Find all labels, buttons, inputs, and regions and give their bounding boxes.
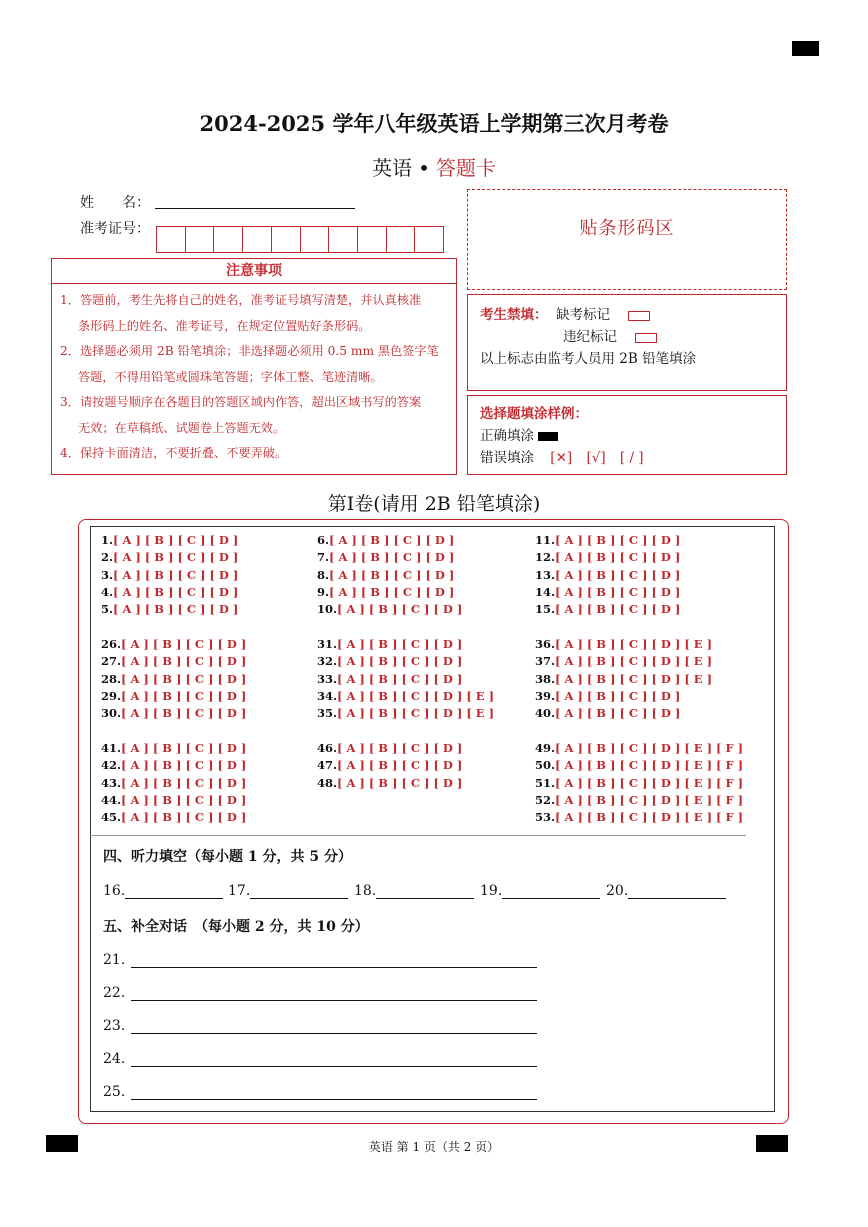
- dialogue-line[interactable]: [103, 952, 537, 968]
- mc-question[interactable]: [101, 533, 238, 547]
- mc-question-number: 41.: [101, 741, 122, 755]
- mc-question-number: 26.: [101, 637, 122, 651]
- mc-question[interactable]: [317, 741, 462, 755]
- mc-question[interactable]: [101, 654, 246, 668]
- mc-options[interactable]: [ A ] [ B ] [ C ] [ D ]: [113, 533, 239, 547]
- subtitle-subject: 英语: [372, 156, 413, 180]
- mc-options[interactable]: [ A ] [ B ] [ C ] [ D ]: [329, 584, 455, 599]
- mc-question[interactable]: [535, 602, 680, 616]
- mc-question-number: 38.: [535, 671, 556, 686]
- mc-question[interactable]: [317, 672, 462, 686]
- mc-question-number: 48.: [317, 775, 338, 790]
- correct-label: 正确填涂: [480, 428, 534, 444]
- mc-question[interactable]: [535, 672, 712, 686]
- mc-question-number: 45.: [101, 810, 122, 825]
- mc-options[interactable]: [ A ] [ B ] [ C ] [ D ] [ E ] [ F ]: [555, 792, 744, 807]
- mc-question-number: 5.: [101, 602, 114, 617]
- wrong-mark-sample: [√]: [586, 450, 606, 466]
- dialogue-line[interactable]: [103, 985, 537, 1001]
- forbid-label: 考生禁填：: [480, 307, 548, 323]
- dialogue-heading: 五、补全对话 （每小题 2 分，共 10 分）: [103, 919, 369, 935]
- sample-heading: 选择题填涂样例：: [480, 406, 588, 422]
- mc-options[interactable]: [ A ] [ B ] [ C ] [ D ]: [337, 775, 463, 790]
- mc-question-number: 51.: [535, 775, 556, 790]
- mc-options[interactable]: [ A ] [ B ] [ C ] [ D ]: [337, 602, 463, 617]
- mc-options[interactable]: [ A ] [ B ] [ C ] [ D ]: [329, 550, 455, 565]
- mc-question-number: 50.: [535, 758, 556, 773]
- mc-question-number: 6.: [317, 533, 330, 547]
- mc-question[interactable]: [101, 810, 246, 824]
- mc-options[interactable]: [ A ] [ B ] [ C ] [ D ]: [113, 550, 239, 565]
- registration-mark-top-right: [792, 41, 819, 56]
- mc-question-number: 30.: [101, 706, 122, 721]
- id-digit-box[interactable]: [415, 227, 443, 252]
- sample-box: [467, 395, 787, 475]
- mc-question[interactable]: [317, 568, 454, 582]
- mc-question-number: 43.: [101, 775, 122, 790]
- mc-question[interactable]: [535, 810, 743, 824]
- mc-options[interactable]: [ A ] [ B ] [ C ] [ D ]: [555, 706, 681, 721]
- mc-question-number: 31.: [317, 637, 338, 651]
- mc-question[interactable]: [317, 654, 462, 668]
- mc-question[interactable]: [535, 758, 743, 772]
- absent-label: 缺考标记: [556, 307, 611, 323]
- section-divider: [90, 835, 746, 836]
- section-title: 第Ⅰ卷(请用 2B 铅笔填涂): [327, 493, 541, 515]
- mc-options[interactable]: [ A ] [ B ] [ C ] [ D ]: [555, 602, 681, 617]
- mc-options[interactable]: [ A ] [ B ] [ C ] [ D ]: [113, 584, 239, 599]
- mc-options[interactable]: [ A ] [ B ] [ C ] [ D ] [ E ] [ F ]: [555, 758, 744, 773]
- listening-number: 20.: [606, 883, 629, 899]
- mc-question-number: 52.: [535, 792, 556, 807]
- mc-options[interactable]: [ A ] [ B ] [ C ] [ D ] [ E ] [ F ]: [555, 775, 744, 790]
- mc-options[interactable]: [ A ] [ B ] [ C ] [ D ] [ E ]: [555, 654, 713, 669]
- wrong-mark-sample: [ / ]: [619, 450, 644, 466]
- name-field[interactable]: [155, 207, 355, 209]
- mc-options[interactable]: [ A ] [ B ] [ C ] [ D ]: [121, 654, 247, 669]
- mc-question-number: 3.: [101, 567, 114, 582]
- mc-question[interactable]: [101, 776, 246, 790]
- mc-options[interactable]: [ A ] [ B ] [ C ] [ D ]: [555, 567, 681, 582]
- mc-question[interactable]: [101, 585, 238, 599]
- mc-options[interactable]: [ A ] [ B ] [ C ] [ D ]: [337, 654, 463, 669]
- mc-options[interactable]: [ A ] [ B ] [ C ] [ D ] [ E ]: [555, 637, 713, 651]
- mc-question-number: 32.: [317, 654, 338, 669]
- mc-options[interactable]: [ A ] [ B ] [ C ] [ D ]: [555, 688, 681, 703]
- mc-question-number: 37.: [535, 654, 556, 669]
- mc-question-number: 29.: [101, 688, 122, 703]
- mc-question[interactable]: [101, 706, 246, 720]
- mc-question-number: 33.: [317, 671, 338, 686]
- notice-line: 1．答题前，考生先将自己的姓名，准考证号填写清楚，并认真核准: [60, 293, 422, 307]
- mc-question-number: 35.: [317, 706, 338, 721]
- mc-options[interactable]: [ A ] [ B ] [ C ] [ D ]: [121, 706, 247, 721]
- mc-question-number: 46.: [317, 741, 338, 755]
- mc-question-number: 40.: [535, 706, 556, 721]
- listening-number: 18.: [354, 883, 377, 899]
- mc-options[interactable]: [ A ] [ B ] [ C ] [ D ]: [121, 741, 247, 755]
- mc-question[interactable]: [101, 672, 246, 686]
- dialogue-number: 22.: [103, 985, 126, 1001]
- mc-question-number: 47.: [317, 758, 338, 773]
- listening-blank[interactable]: [606, 883, 726, 899]
- id-digit-box[interactable]: [243, 227, 272, 252]
- mc-question-number: 15.: [535, 602, 556, 617]
- mc-question-number: 44.: [101, 792, 122, 807]
- notice-line: 无效；在草稿纸、试题卷上答题无效。: [78, 420, 286, 435]
- mc-options[interactable]: [ A ] [ B ] [ C ] [ D ] [ E ] [ F ]: [555, 741, 744, 755]
- notice-line: 2．选择题必须用 2B 铅笔填涂；非选择题必须用 0.5 mm 黑色签字笔: [60, 344, 439, 358]
- mc-question[interactable]: [535, 654, 712, 668]
- mc-options[interactable]: [ A ] [ B ] [ C ] [ D ]: [329, 533, 455, 547]
- mc-question-number: 36.: [535, 637, 556, 651]
- dialogue-line[interactable]: [103, 1084, 537, 1100]
- listening-blank[interactable]: [228, 883, 348, 899]
- notice-heading: 注意事项: [51, 258, 457, 284]
- mc-question[interactable]: [535, 637, 712, 651]
- notice-line: 答题，不得用铅笔或圆珠笔答题；字体工整、笔迹清晰。: [78, 369, 383, 384]
- listening-heading: 四、听力填空（每小题 1 分，共 5 分）: [103, 849, 352, 865]
- mc-options[interactable]: [ A ] [ B ] [ C ] [ D ]: [121, 792, 247, 807]
- dialogue-line[interactable]: [103, 1051, 537, 1067]
- mc-question[interactable]: [317, 758, 462, 772]
- id-digit-box[interactable]: [301, 227, 330, 252]
- mc-question-number: 7.: [317, 550, 330, 565]
- mc-options[interactable]: [ A ] [ B ] [ C ] [ D ]: [555, 584, 681, 599]
- mc-options[interactable]: [ A ] [ B ] [ C ] [ D ]: [329, 567, 455, 582]
- dialogue-number: 21.: [103, 952, 126, 968]
- mc-question[interactable]: [101, 550, 238, 564]
- mc-options[interactable]: [ A ] [ B ] [ C ] [ D ]: [121, 688, 247, 703]
- mc-options[interactable]: [ A ] [ B ] [ C ] [ D ] [ E ]: [337, 706, 495, 721]
- mc-options[interactable]: [ A ] [ B ] [ C ] [ D ]: [121, 671, 247, 686]
- barcode-label: 贴条形码区: [579, 218, 675, 239]
- id-digit-box[interactable]: [157, 227, 186, 252]
- mc-question-number: 39.: [535, 688, 556, 703]
- mc-question[interactable]: [317, 550, 454, 564]
- mc-question[interactable]: [535, 568, 680, 582]
- listening-blank[interactable]: [103, 883, 223, 899]
- notice-line: 3．请按题号顺序在各题目的答题区域内作答，超出区域书写的答案: [60, 395, 422, 409]
- wrong-mark-sample: [✕]: [550, 450, 573, 466]
- mc-question-number: 14.: [535, 584, 556, 599]
- mc-question-number: 28.: [101, 671, 122, 686]
- subtitle-dot: •: [418, 156, 430, 180]
- mc-question-number: 13.: [535, 567, 556, 582]
- mc-question-number: 9.: [317, 584, 330, 599]
- wrong-label: 错误填涂: [480, 450, 534, 466]
- listening-number: 19.: [480, 883, 503, 899]
- forbid-note: 以上标志由监考人员用 2B 铅笔填涂: [480, 351, 697, 367]
- notice-line: 4．保持卡面清洁，不要折叠、不要弄破。: [60, 446, 288, 460]
- violation-label: 违纪标记: [563, 329, 617, 345]
- mc-options[interactable]: [ A ] [ B ] [ C ] [ D ]: [555, 533, 681, 547]
- mc-question[interactable]: [101, 602, 238, 616]
- barcode-area: [467, 189, 787, 290]
- mc-question-number: 11.: [535, 533, 556, 547]
- mc-question[interactable]: [317, 602, 462, 616]
- mc-question[interactable]: [535, 776, 743, 790]
- mc-question[interactable]: [317, 706, 494, 720]
- mc-options[interactable]: [ A ] [ B ] [ C ] [ D ]: [121, 758, 247, 773]
- dialogue-line[interactable]: [103, 1018, 537, 1034]
- mc-question[interactable]: [317, 776, 462, 790]
- violation-mark-box[interactable]: [635, 333, 657, 343]
- name-label: 姓 名：: [80, 195, 150, 211]
- mc-question[interactable]: [101, 637, 246, 651]
- mc-question-number: 53.: [535, 810, 556, 825]
- id-label: 准考证号：: [80, 221, 150, 237]
- mc-question[interactable]: [535, 741, 743, 755]
- id-digit-box[interactable]: [358, 227, 387, 252]
- mc-options[interactable]: [ A ] [ B ] [ C ] [ D ] [ E ] [ F ]: [555, 810, 744, 825]
- mc-options[interactable]: [ A ] [ B ] [ C ] [ D ]: [337, 671, 463, 686]
- page-subtitle: [0, 152, 868, 181]
- mc-question[interactable]: [535, 706, 680, 720]
- listening-number: 17.: [228, 883, 251, 899]
- id-digit-box[interactable]: [329, 227, 358, 252]
- mc-options[interactable]: [ A ] [ B ] [ C ] [ D ]: [113, 602, 239, 617]
- id-digit-box[interactable]: [387, 227, 416, 252]
- correct-fill-sample: [538, 432, 558, 441]
- mc-options[interactable]: [ A ] [ B ] [ C ] [ D ] [ E ]: [337, 688, 495, 703]
- mc-question-number: 8.: [317, 567, 330, 582]
- subtitle-card: 答题卡: [435, 156, 496, 180]
- mc-question-number: 1.: [101, 533, 114, 547]
- mc-question[interactable]: [101, 793, 246, 807]
- id-number-boxes[interactable]: [156, 226, 444, 253]
- mc-options[interactable]: [ A ] [ B ] [ C ] [ D ]: [337, 758, 463, 773]
- mc-question[interactable]: [101, 741, 246, 755]
- dialogue-number: 23.: [103, 1018, 126, 1034]
- mc-question-number: 12.: [535, 550, 556, 565]
- mc-question-number: 10.: [317, 602, 338, 617]
- forbid-box: [467, 294, 787, 391]
- id-digit-box[interactable]: [214, 227, 243, 252]
- mc-question[interactable]: [535, 550, 680, 564]
- id-digit-box[interactable]: [272, 227, 301, 252]
- mc-question-number: 27.: [101, 654, 122, 669]
- mc-options[interactable]: [ A ] [ B ] [ C ] [ D ]: [337, 741, 463, 755]
- mc-options[interactable]: [ A ] [ B ] [ C ] [ D ]: [121, 775, 247, 790]
- listening-blank[interactable]: [354, 883, 474, 899]
- mc-question[interactable]: [317, 689, 494, 703]
- dialogue-number: 24.: [103, 1051, 126, 1067]
- dialogue-number: 25.: [103, 1084, 126, 1100]
- mc-question[interactable]: [535, 585, 680, 599]
- mc-question[interactable]: [535, 533, 680, 547]
- id-digit-box[interactable]: [186, 227, 215, 252]
- mc-question-number: 49.: [535, 741, 556, 755]
- mc-question-number: 2.: [101, 550, 114, 565]
- mc-question[interactable]: [101, 689, 246, 703]
- mc-question-number: 42.: [101, 758, 122, 773]
- mc-options[interactable]: [ A ] [ B ] [ C ] [ D ]: [121, 637, 247, 651]
- mc-options[interactable]: [ A ] [ B ] [ C ] [ D ]: [555, 550, 681, 565]
- listening-number: 16.: [103, 883, 126, 899]
- mc-question[interactable]: [101, 758, 246, 772]
- page-title: 2024-2025 学年八年级英语上学期第三次月考卷: [199, 111, 669, 136]
- notice-body: [51, 284, 457, 475]
- mc-question[interactable]: [535, 689, 680, 703]
- page-footer: 英语 第 1 页（共 2 页）: [368, 1140, 500, 1154]
- mc-options[interactable]: [ A ] [ B ] [ C ] [ D ]: [113, 567, 239, 582]
- mc-question[interactable]: [535, 793, 743, 807]
- mc-question[interactable]: [317, 637, 462, 651]
- mc-question[interactable]: [317, 585, 454, 599]
- mc-question[interactable]: [101, 568, 238, 582]
- mc-question-number: 4.: [101, 584, 114, 599]
- absent-mark-box[interactable]: [628, 311, 650, 321]
- mc-options[interactable]: [ A ] [ B ] [ C ] [ D ] [ E ]: [555, 671, 713, 686]
- mc-options[interactable]: [ A ] [ B ] [ C ] [ D ]: [337, 637, 463, 651]
- notice-line: 条形码上的姓名、准考证号，在规定位置贴好条形码。: [78, 318, 371, 333]
- mc-question[interactable]: [317, 533, 454, 547]
- listening-blank[interactable]: [480, 883, 600, 899]
- mc-question-number: 34.: [317, 688, 338, 703]
- mc-options[interactable]: [ A ] [ B ] [ C ] [ D ]: [121, 810, 247, 825]
